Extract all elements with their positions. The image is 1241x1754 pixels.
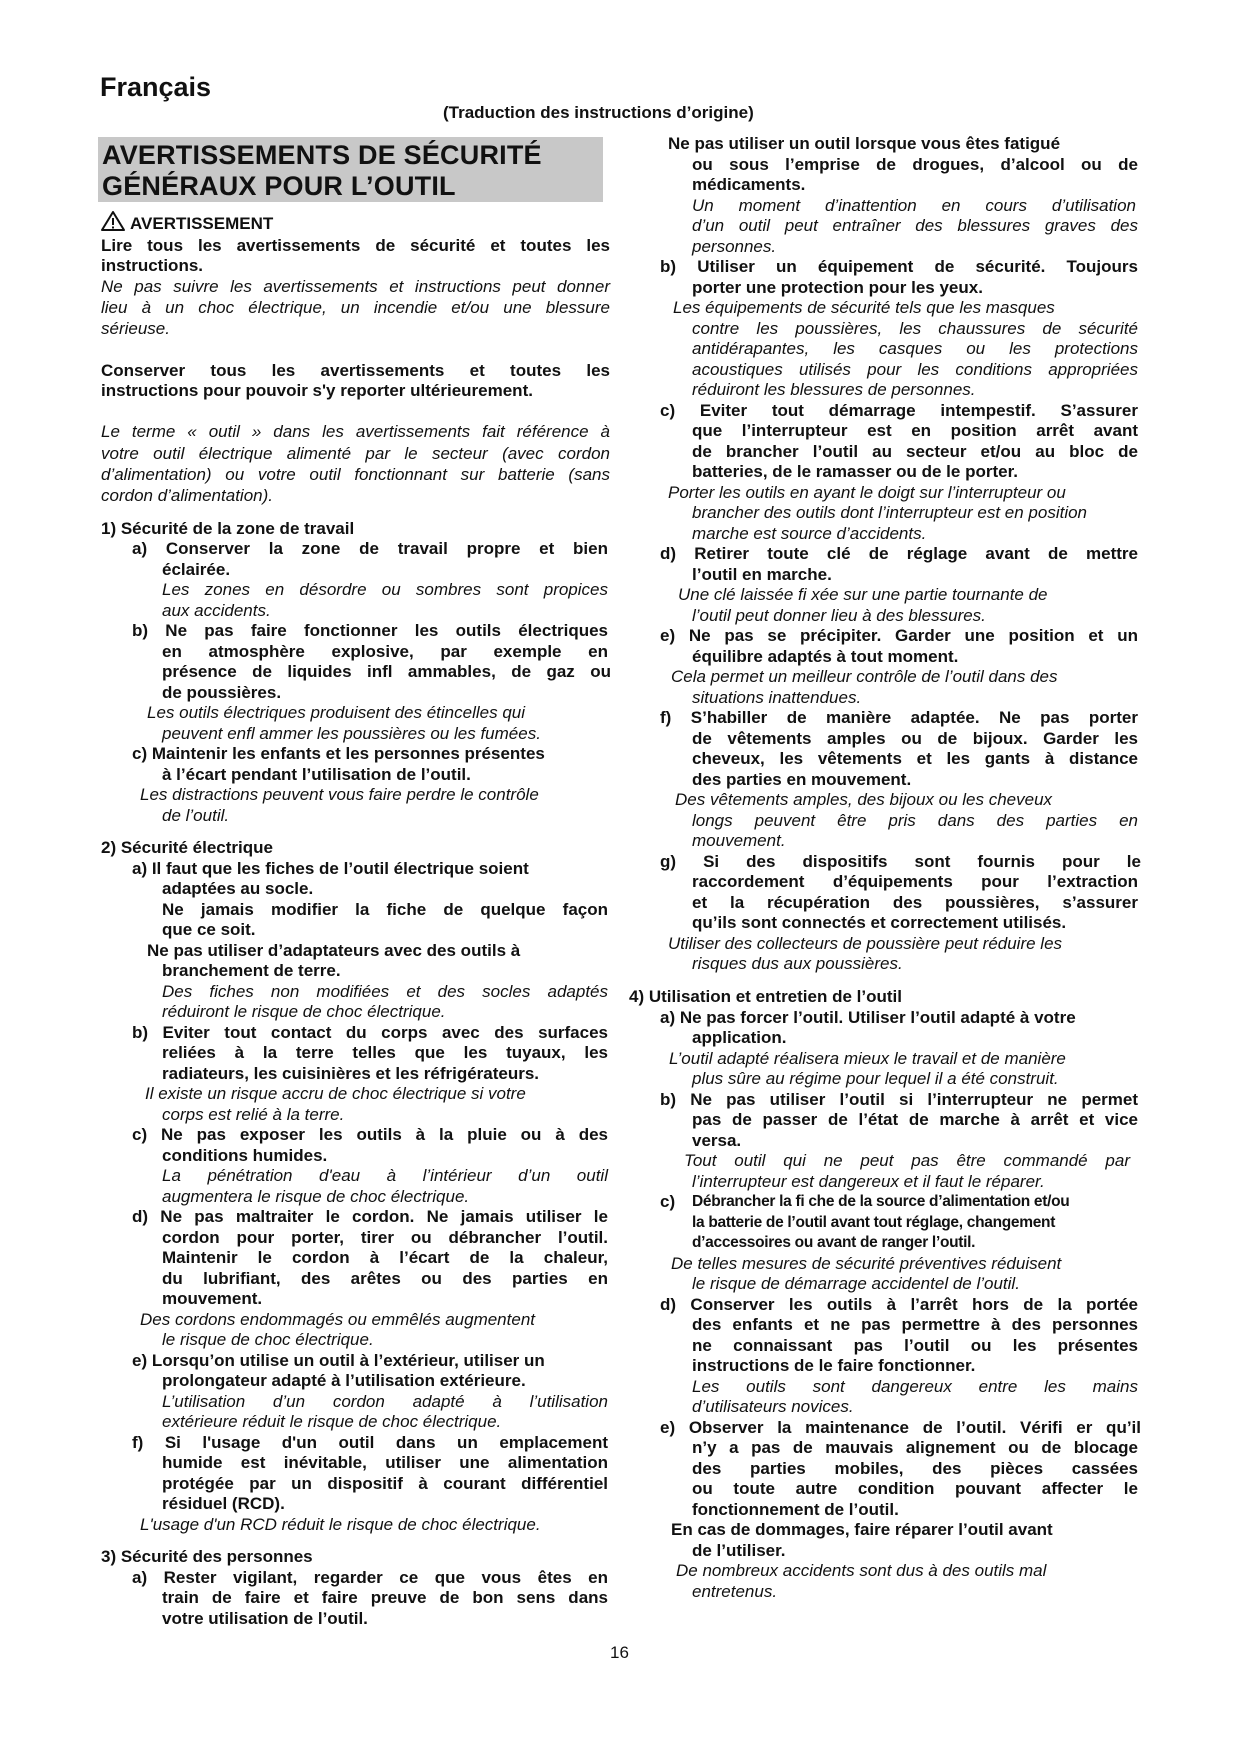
text-line: aux accidents. bbox=[162, 601, 271, 620]
text-line: médicaments. bbox=[692, 175, 806, 194]
text-line: En cas de dommages, faire réparer l’outil avant bbox=[671, 1520, 1053, 1539]
text-line: f) Si l'usage d'un outil dans un emplacement bbox=[132, 1433, 608, 1452]
text-line: De nombreux accidents sont dus à des outils mal bbox=[676, 1561, 1047, 1580]
text-line: risques dus aux poussières. bbox=[692, 954, 903, 973]
text-line: mouvement. bbox=[692, 831, 786, 850]
text-line: antidérapantes, les casques ou les protections bbox=[692, 339, 1138, 358]
text-line: augmentera le risque de choc électrique. bbox=[162, 1187, 470, 1206]
text-line: e) Lorsqu’on utilise un outil à l’extérieur, utiliser un bbox=[132, 1351, 545, 1370]
text-line: b) Ne pas utiliser l’outil si l’interrupteur ne permet bbox=[660, 1090, 1138, 1109]
text-line: raccordement d’équipements pour l’extraction bbox=[692, 872, 1138, 891]
section-title: 2) Sécurité électrique bbox=[101, 838, 273, 857]
text-line: conditions humides. bbox=[162, 1146, 328, 1165]
text-line: entretenus. bbox=[692, 1582, 778, 1601]
text-line: branchement de terre. bbox=[162, 961, 341, 980]
text-line: b) Utiliser un équipement de sécurité. Toujours bbox=[660, 257, 1138, 276]
text-line: c) bbox=[660, 1192, 676, 1211]
text-line: L'usage d'un RCD réduit le risque de choc électrique. bbox=[140, 1515, 541, 1534]
text-line: contre les poussières, les chaussures de sécurité bbox=[692, 319, 1138, 338]
text-line: équilibre adaptés à tout moment. bbox=[692, 647, 959, 666]
text-line: protégée par un dispositif à courant différentiel bbox=[162, 1474, 608, 1493]
text-line: pas de passer de l’état de marche à arrêt et vice bbox=[692, 1110, 1138, 1129]
text-line: Ne pas utiliser d’adaptateurs avec des outils à bbox=[147, 941, 521, 960]
text-line: instructions de le faire fonctionner. bbox=[692, 1356, 976, 1375]
text-line: c) Ne pas exposer les outils à la pluie ou à des bbox=[132, 1125, 608, 1144]
text-line: cordon pour porter, tirer ou débrancher l’outil. bbox=[162, 1228, 608, 1247]
text-line: votre utilisation de l’outil. bbox=[162, 1609, 368, 1628]
section-heading-line-1: AVERTISSEMENTS DE SÉCURITÉ bbox=[102, 140, 542, 170]
text-line: batteries, de le ramasser ou de le porter. bbox=[692, 462, 1018, 481]
text-line: a) Rester vigilant, regarder ce que vous êtes en bbox=[132, 1568, 608, 1587]
text-line: votre outil électrique alimenté par le secteur (avec cordon bbox=[101, 444, 610, 463]
text-line: sérieuse. bbox=[101, 319, 170, 338]
section-heading-line-2: GÉNÉRAUX POUR L’OUTIL bbox=[102, 171, 456, 201]
text-line: L’utilisation d’un cordon adapté à l’utilisation bbox=[162, 1392, 608, 1411]
text-line: Lire tous les avertissements de sécurité et toutes les bbox=[101, 236, 610, 255]
text-line: plus sûre au régime pour lequel il a été construit. bbox=[692, 1069, 1059, 1088]
text-line: d’accessoires ou avant de ranger l’outil. bbox=[692, 1234, 976, 1251]
text-line: peuvent enfl ammer les poussières ou les fumées. bbox=[162, 724, 541, 743]
text-line: d’alimentation) ou votre outil fonctionnant sur batterie (sans bbox=[101, 465, 610, 484]
text-line: b) Ne pas faire fonctionner les outils électriques bbox=[132, 621, 608, 640]
text-line: longs peuvent être pris dans des parties en bbox=[692, 811, 1138, 830]
text-line: Porter les outils en ayant le doigt sur l’interrupteur ou bbox=[668, 483, 1066, 502]
text-line: c) Eviter tout démarrage intempestif. S’assurer bbox=[660, 401, 1138, 420]
text-line: d) Conserver les outils à l’arrêt hors de la portée bbox=[660, 1295, 1138, 1314]
text-line: cordon d’alimentation). bbox=[101, 486, 273, 505]
text-line: d) Ne pas maltraiter le cordon. Ne jamais utiliser le bbox=[132, 1207, 608, 1226]
text-line: ou sous l’emprise de drogues, d’alcool ou de bbox=[692, 155, 1138, 174]
text-line: la batterie de l’outil avant tout réglage, changement bbox=[692, 1214, 1056, 1231]
text-line: situations inattendues. bbox=[692, 688, 862, 707]
text-line: Les distractions peuvent vous faire perdre le contrôle bbox=[140, 785, 539, 804]
text-line: Il existe un risque accru de choc électrique si votre bbox=[145, 1084, 526, 1103]
text-line: extérieure réduit le risque de choc électrique. bbox=[162, 1412, 502, 1431]
text-line: humide est inévitable, utiliser une alimentation bbox=[162, 1453, 608, 1472]
text-line: a) Il faut que les fiches de l’outil électrique soient bbox=[132, 859, 529, 878]
text-line: mouvement. bbox=[162, 1289, 263, 1308]
text-line: f) S’habiller de manière adaptée. Ne pas porter bbox=[660, 708, 1138, 727]
page-number: 16 bbox=[610, 1643, 629, 1662]
text-line: l’interrupteur est dangereux et il faut le réparer. bbox=[692, 1172, 1045, 1191]
text-line: brancher des outils dont l’interrupteur est en position bbox=[692, 503, 1088, 522]
section-title: 3) Sécurité des personnes bbox=[101, 1547, 313, 1566]
text-line: Des cordons endommagés ou emmêlés augmentent bbox=[140, 1310, 535, 1329]
text-line: ou toute autre condition pouvant affecter le bbox=[692, 1479, 1138, 1498]
text-line: du lubrifiant, des arêtes ou des parties en bbox=[162, 1269, 608, 1288]
text-line: Tout outil qui ne peut pas être commandé par bbox=[684, 1151, 1130, 1170]
text-line: train de faire et faire preuve de bon sens dans bbox=[162, 1588, 608, 1607]
translation-note: (Traduction des instructions d’origine) bbox=[443, 103, 754, 122]
text-line: de l’outil. bbox=[162, 806, 230, 825]
text-line: porter une protection pour les yeux. bbox=[692, 278, 983, 297]
text-line: Cela permet un meilleur contrôle de l’outil dans des bbox=[671, 667, 1058, 686]
text-line: Maintenir le cordon à l’écart de la chaleur, bbox=[162, 1248, 608, 1267]
text-line: Les outils électriques produisent des étincelles qui bbox=[147, 703, 526, 722]
text-line: Ne jamais modifier la fiche de quelque façon bbox=[162, 900, 608, 919]
text-line: Ne pas suivre les avertissements et instructions peut donner bbox=[101, 277, 610, 296]
text-line: d’utilisateurs novices. bbox=[692, 1397, 854, 1416]
text-line: reliées à la terre telles que les tuyaux, les bbox=[162, 1043, 608, 1062]
text-line: Débrancher la fi che de la source d’alimentation et/ou bbox=[692, 1193, 1070, 1210]
text-line: présence de liquides infl ammables, de gaz ou bbox=[162, 662, 611, 681]
text-line: ne connaissant pas l’outil ou les présentes bbox=[692, 1336, 1138, 1355]
text-line: l’outil peut donner lieu à des blessures. bbox=[692, 606, 986, 625]
text-line: réduiront les blessures de personnes. bbox=[692, 380, 976, 399]
text-line: de brancher l’outil au secteur et/ou au bloc de bbox=[692, 442, 1138, 461]
page-language: Français bbox=[100, 72, 212, 102]
text-line: Les équipements de sécurité tels que les masques bbox=[673, 298, 1055, 317]
warning-triangle-icon bbox=[100, 210, 126, 237]
section-title: 4) Utilisation et entretien de l’outil bbox=[629, 987, 902, 1006]
text-line: Conserver tous les avertissements et toutes les bbox=[101, 361, 610, 380]
text-line: le risque de choc électrique. bbox=[162, 1330, 374, 1349]
text-line: lieu à un choc électrique, un incendie et/ou une blessure bbox=[101, 298, 610, 317]
text-line: a) Ne pas forcer l’outil. Utiliser l’outil adapté à votre bbox=[660, 1008, 1076, 1027]
text-line: de vêtements amples ou de bijoux. Garder les bbox=[692, 729, 1138, 748]
text-line: d) Retirer toute clé de réglage avant de mettre bbox=[660, 544, 1138, 563]
text-line: corps est relié à la terre. bbox=[162, 1105, 345, 1124]
text-line: a) Conserver la zone de travail propre et bien bbox=[132, 539, 608, 558]
text-line: de poussières. bbox=[162, 683, 282, 702]
text-line: Les outils sont dangereux entre les mains bbox=[692, 1377, 1138, 1396]
text-line: et la récupération des poussières, s’assurer bbox=[692, 893, 1138, 912]
text-line: le risque de démarrage accidentel de l’outil. bbox=[692, 1274, 1020, 1293]
text-line: n’y a pas de mauvais alignement ou de blocage bbox=[692, 1438, 1138, 1457]
text-line: des enfants et ne pas permettre à des personnes bbox=[692, 1315, 1138, 1334]
text-line: Des fiches non modifiées et des socles adaptés bbox=[162, 982, 608, 1001]
text-line: adaptées au socle. bbox=[162, 879, 314, 898]
text-line: que ce soit. bbox=[162, 920, 256, 939]
text-line: cheveux, les vêtements et les gants à distance bbox=[692, 749, 1138, 768]
text-line: Les zones en désordre ou sombres sont propices bbox=[162, 580, 608, 599]
text-line: à l’écart pendant l’utilisation de l’outil. bbox=[162, 765, 471, 784]
text-line: e) Observer la maintenance de l’outil. Vérifi er qu’il bbox=[660, 1418, 1141, 1437]
text-line: radiateurs, les cuisinières et les réfrigérateurs. bbox=[162, 1064, 540, 1083]
text-line: résiduel (RCD). bbox=[162, 1494, 285, 1513]
text-line: De telles mesures de sécurité préventives réduisent bbox=[671, 1254, 1062, 1273]
text-line: Une clé laissée fi xée sur une partie tournante de bbox=[678, 585, 1048, 604]
text-line: réduiront le risque de choc électrique. bbox=[162, 1002, 446, 1021]
text-line: Un moment d’inattention en cours d’utilisation bbox=[692, 196, 1136, 215]
text-line: que l’interrupteur est en position arrêt avant bbox=[692, 421, 1138, 440]
text-line: g) Si des dispositifs sont fournis pour le bbox=[660, 852, 1141, 871]
text-line: c) Maintenir les enfants et les personnes présentes bbox=[132, 744, 545, 763]
text-line: d’un outil peut entraîner des blessures graves des bbox=[692, 216, 1138, 235]
text-line: versa. bbox=[692, 1131, 742, 1150]
text-line: en atmosphère explosive, par exemple en bbox=[162, 642, 608, 661]
text-line: éclairée. bbox=[162, 560, 231, 579]
text-line: l’outil en marche. bbox=[692, 565, 832, 584]
text-line: Utiliser des collecteurs de poussière peut réduire les bbox=[668, 934, 1063, 953]
text-line: prolongateur adapté à l’utilisation extérieure. bbox=[162, 1371, 526, 1390]
text-line: personnes. bbox=[692, 237, 777, 256]
text-line: L’outil adapté réalisera mieux le travail et de manière bbox=[669, 1049, 1066, 1068]
text-line: instructions. bbox=[101, 256, 204, 275]
text-line: Des vêtements amples, des bijoux ou les cheveux bbox=[675, 790, 1053, 809]
text-line: de l’utiliser. bbox=[692, 1541, 786, 1560]
text-line: application. bbox=[692, 1028, 787, 1047]
text-line: acoustiques utilisés pour les conditions appropriées bbox=[692, 360, 1138, 379]
text-line: marche est source d’accidents. bbox=[692, 524, 927, 543]
text-line: des parties mobiles, des pièces cassées bbox=[692, 1459, 1138, 1478]
text-line: b) Eviter tout contact du corps avec des surfaces bbox=[132, 1023, 608, 1042]
text-line: instructions pour pouvoir s'y reporter ultérieurement. bbox=[101, 381, 533, 400]
section-title: 1) Sécurité de la zone de travail bbox=[101, 519, 355, 538]
text-line: La pénétration d'eau à l’intérieur d’un outil bbox=[162, 1166, 608, 1185]
text-line: des parties en mouvement. bbox=[692, 770, 912, 789]
text-line: fonctionnement de l’outil. bbox=[692, 1500, 899, 1519]
text-line: Ne pas utiliser un outil lorsque vous êtes fatigué bbox=[668, 134, 1061, 153]
text-line: e) Ne pas se précipiter. Garder une position et un bbox=[660, 626, 1138, 645]
warning-label: AVERTISSEMENT bbox=[130, 214, 274, 233]
text-line: qu’ils sont connectés et correctement utilisés. bbox=[692, 913, 1067, 932]
text-line: Le terme « outil » dans les avertissements fait référence à bbox=[101, 422, 610, 441]
